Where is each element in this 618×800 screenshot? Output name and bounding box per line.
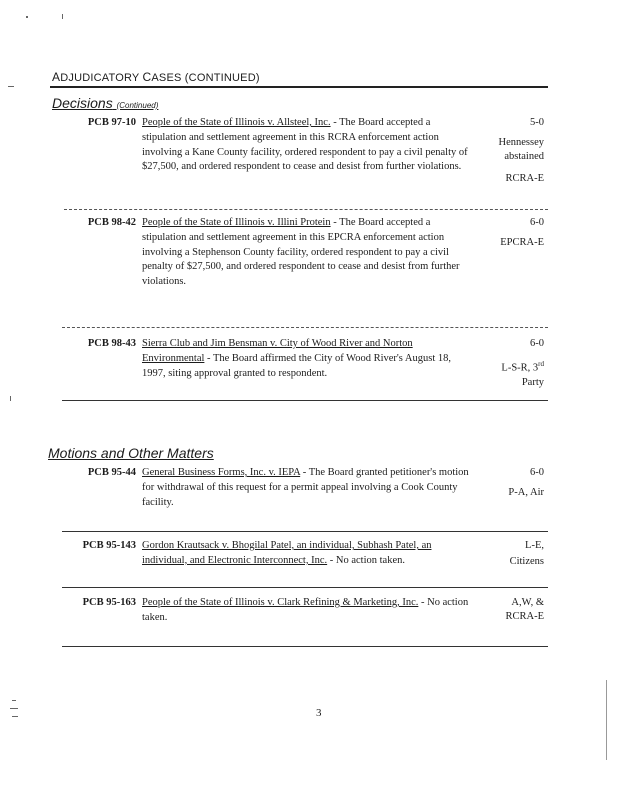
case-description: [142, 466, 472, 510]
case-type-text: L-S-R, 3: [501, 362, 539, 374]
case-vote-column: [464, 116, 544, 186]
case-vote: 6-0: [530, 467, 544, 478]
header-continued-open: (C: [184, 72, 197, 84]
case-number: PCB 98-43: [87, 338, 136, 349]
case-note: Hennessey: [498, 137, 544, 148]
case-type: [464, 357, 544, 376]
page-number: 3: [316, 707, 322, 719]
header-cap-a: A: [52, 70, 61, 84]
case-vote: 6-0: [530, 338, 544, 349]
scan-speck: [10, 396, 11, 401]
case-summary: - The Board affirmed the City of Wood River's August 18, 1997, siting approval granted to respondent.: [142, 352, 452, 379]
section-header: [52, 70, 260, 84]
case-description: [142, 539, 472, 569]
decisions-heading: [52, 95, 158, 111]
case-vote-column: [464, 337, 544, 390]
case-vote-column: [464, 596, 544, 624]
case-divider: [64, 209, 548, 210]
case-vote-column: [464, 216, 544, 250]
case-vote: 6-0: [530, 217, 544, 228]
case-summary: - The Board accepted a stipulation and settlement agreement in this EPCRA enforcement action involving a Stephenson County facility, ordered respondent to pay a civil penalty of $27,500, and ordered respondent to cease and desist from further violations.: [142, 217, 460, 288]
scan-speck: [12, 716, 18, 717]
case-summary: - The Board accepted a stipulation and settlement agreement in this RCRA enforcement action involving a Kane County facility, ordered respondent to pay a civil penalty of $27,500, and ordered respondent to cease and desist from further violations.: [142, 117, 468, 173]
case-title: General Business Forms, Inc. v. IEPA: [142, 467, 301, 478]
case-title: People of the State of Illinois v. Clark Refining & Marketing, Inc.: [142, 597, 419, 608]
scan-speck: [10, 708, 18, 709]
case-type-superscript: rd: [538, 360, 544, 368]
motions-title: Motions and Other Matters: [48, 445, 214, 461]
case-note: Party: [521, 376, 544, 388]
case-number: PCB 95-143: [82, 540, 136, 551]
case-description: [142, 116, 472, 175]
case-number: PCB 98-42: [87, 217, 136, 228]
case-description: [142, 216, 472, 290]
decisions-title: Decisions: [52, 95, 113, 111]
case-divider: [62, 587, 548, 588]
header-continued-rest: ONTINUED): [196, 72, 260, 84]
scan-edge-line: [606, 680, 607, 760]
case-number: PCB 95-44: [87, 467, 136, 478]
scan-speck: [12, 700, 16, 701]
motions-heading: [48, 445, 214, 461]
case-title: Gordon Krautsack v. Bhogilal Patel, an individual, Subhash Patel, an individual, and Electronic Interconnect, Inc.: [142, 540, 432, 566]
case-summary: - The Board granted petitioner's motion for withdrawal of this request for a permit appeal involving a Cook County facility.: [142, 467, 469, 508]
case-vote: L-E,: [525, 540, 544, 551]
scan-speck: [8, 86, 14, 87]
case-summary: - No action taken.: [142, 597, 469, 623]
scan-speck: [26, 16, 28, 18]
case-divider: [62, 646, 548, 647]
case-vote: A,W, &: [511, 597, 544, 608]
case-title: Sierra Club and Jim Bensman v. City of Wood River and Norton Environmental: [142, 338, 413, 364]
case-divider: [62, 531, 548, 532]
case-vote: 5-0: [530, 117, 544, 128]
case-type: Citizens: [509, 556, 544, 567]
case-note: abstained: [504, 151, 544, 162]
decisions-subtitle: (Continued): [116, 101, 159, 110]
case-divider: [62, 327, 548, 328]
case-description: [142, 596, 472, 626]
header-rule: [50, 86, 548, 88]
case-summary: - No action taken.: [327, 554, 405, 566]
case-type: EPCRA-E: [500, 237, 544, 248]
case-title: People of the State of Illinois v. Illini Protein: [142, 217, 331, 228]
case-vote-column: [464, 539, 544, 569]
case-type: P-A, Air: [508, 487, 544, 498]
case-type: RCRA-E: [505, 611, 544, 622]
section-divider: [62, 400, 548, 401]
header-cap-c: C: [142, 70, 152, 84]
case-type: RCRA-E: [505, 173, 544, 184]
header-word-cases: ASES: [151, 72, 182, 84]
header-word-adjudicatory: DJUDICATORY: [60, 72, 140, 84]
case-number: PCB 97-10: [87, 117, 136, 128]
case-description: [142, 337, 472, 381]
case-title: People of the State of Illinois v. Allsteel, Inc.: [142, 117, 331, 128]
case-number: PCB 95-163: [82, 597, 136, 608]
scan-speck: [62, 14, 63, 19]
case-vote-column: [464, 466, 544, 500]
